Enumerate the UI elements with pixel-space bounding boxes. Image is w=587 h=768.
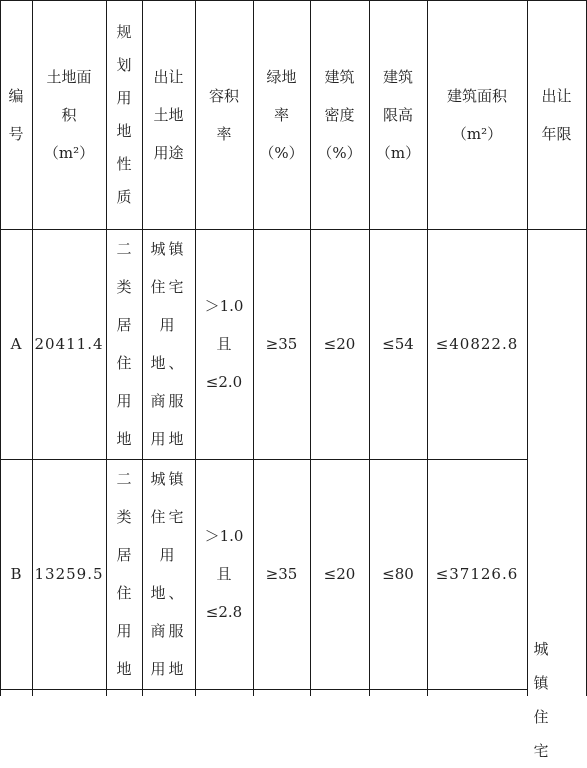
row-a-land-area: 20411.4 [34, 335, 104, 353]
row-a-transfer-use-cell [142, 229, 195, 459]
row-b-green-ratio: ≥35 [265, 565, 298, 583]
row-a-planned-use-cell [106, 229, 142, 459]
transfer-term-cell [527, 632, 586, 760]
header-planned-use: 规划用地性质 [116, 22, 132, 206]
row-b-land-area: 13259.5 [34, 565, 104, 583]
row-b-building-density: ≤20 [323, 565, 356, 583]
row-b-floor-area-ratio: ＞1.0 且 ≤2.8 [204, 527, 244, 621]
row-a-floor-area: ≤40822.8 [435, 335, 519, 353]
row-b-transfer-use: 城镇住宅用地、商服用地 [150, 470, 187, 678]
row-b-planned-use-cell [106, 459, 142, 689]
header-number: 编 号 [8, 86, 24, 143]
row-b-height-limit: ≤80 [382, 565, 414, 583]
row-a-transfer-use: 城镇住宅用地、商服用地 [150, 240, 187, 448]
header-land-area: 土地面 积 （m²） [43, 67, 95, 162]
header-building-density: 建筑 密度 （%） [317, 67, 362, 162]
header-transfer-term: 出让 年限 [541, 86, 572, 143]
header-green-ratio: 绿地 率 （%） [259, 67, 304, 162]
row-a-green-ratio: ≥35 [265, 335, 298, 353]
row-a-number: A [10, 335, 22, 353]
transfer-term-value: 城镇住宅 [533, 640, 561, 760]
row-a-building-density: ≤20 [323, 335, 356, 353]
row-a-height-limit: ≤54 [382, 335, 414, 353]
header-floor-area-ratio: 容积 率 [208, 86, 239, 143]
row-b-planned-use: 二类居住用地 [116, 470, 132, 678]
row-a-planned-use: 二类居住用地 [116, 240, 132, 448]
row-b-number: B [10, 565, 22, 583]
row-a-floor-area-ratio: ＞1.0 且 ≤2.0 [204, 297, 244, 391]
header-height-limit: 建筑 限高 （m） [375, 67, 421, 162]
header-transfer-use: 出让 土地 用途 [153, 67, 184, 162]
grid-line [0, 689, 528, 690]
row-b-floor-area: ≤37126.6 [435, 565, 519, 583]
header-planned-use-cell [106, 0, 142, 229]
header-floor-area: 建筑面积 （m²） [446, 86, 507, 143]
row-b-transfer-use-cell [142, 459, 195, 689]
